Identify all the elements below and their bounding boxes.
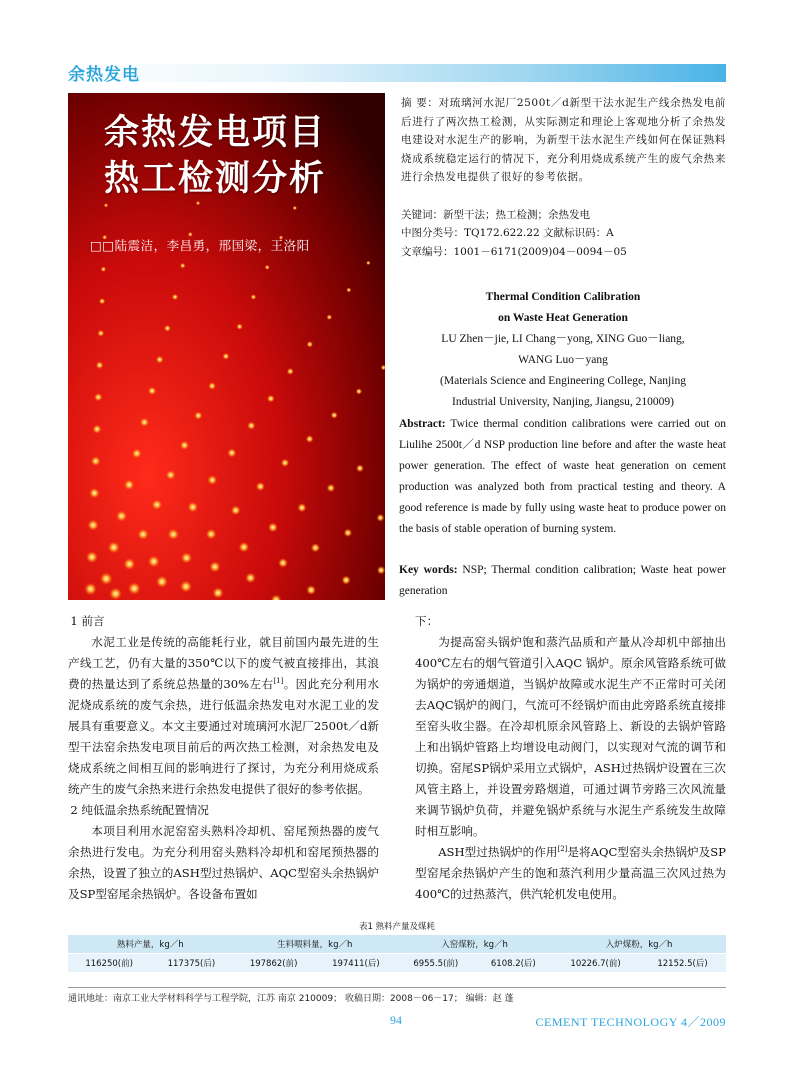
abstract-cn-text: 对琉璃河水泥厂2500t／d新型干法水泥生产线余热发电前后进行了两次热工检测，从实际测定和理论上客观地分析了余热发电建设对水泥生产的影响，为新型干法水泥生产线如何在保证熟料烧成系统稳定运行的情况下，充分利用烧成系统产生的废气余热来进行余热发电提供了很好的参考依据。 [401, 97, 726, 183]
article-number: 文章编号：1001－6171(2009)04－0094－05 [401, 246, 627, 258]
authors-en-line1: LU Zhen－jie, LI Chang－yong, XING Guo－liang, [441, 333, 685, 345]
light-dot [251, 294, 257, 300]
light-dot [327, 314, 333, 320]
section-tag: 余热发电 [68, 65, 140, 85]
light-dot [222, 353, 229, 360]
light-dot [236, 323, 242, 329]
footer-divider [68, 987, 726, 988]
light-dot [100, 572, 113, 585]
light-dot [356, 464, 364, 472]
light-dot [148, 555, 160, 567]
light-dot [327, 484, 335, 492]
title-en-line1: Thermal Condition Calibration [485, 291, 641, 303]
light-dot [97, 330, 104, 337]
table-header-cell: 入炉煤粉，kg／h [605, 939, 673, 950]
keywords-en [399, 560, 726, 602]
light-dot [140, 418, 149, 427]
hero-authors: □□陆震洁，李昌勇，邢国梁，王洛阳 [90, 238, 310, 253]
heading-intro: 1 前言 [70, 614, 105, 628]
table-cell: 117375(后) [150, 953, 232, 972]
light-dot [297, 503, 306, 512]
citation-ref-1: [1] [273, 677, 284, 686]
light-dot [138, 529, 149, 540]
light-dot [86, 551, 98, 563]
light-dot [377, 566, 385, 574]
light-dot [194, 411, 202, 419]
light-dot [278, 558, 288, 568]
light-dot [96, 361, 104, 369]
page-number: 94 [390, 1013, 402, 1027]
paragraph-continuation: 下： [415, 614, 439, 628]
light-dot [152, 499, 163, 510]
paragraph-intro-part2: 。因此充分利用水泥烧成系统的废气余热，进行低温余热发电对水泥工业的发展具有重要意义。本文主要通过对琉璃河水泥厂2500t／d新型干法窑余热发电项目前后的两次热工检测，对余热发电及烧成系统之间相互间的影响进行了探讨，为充分利用烧成系统产生的废气余热来进行余热发电提供了很好的参考依据。 [68, 677, 379, 796]
table-cell: 197862(前) [233, 953, 315, 972]
light-dot [91, 456, 101, 466]
title-en-line2: on Waste Heat Generation [498, 312, 628, 324]
affiliation-line2: Industrial University, Nanjing, Jiangsu, 210009) [452, 396, 674, 408]
body-left-column [68, 611, 379, 905]
heading-system: 2 纯低温余热系统配置情况 [70, 803, 209, 817]
table-cell: 116250(前) [68, 953, 150, 972]
table-header-row [68, 935, 726, 953]
authors-en-line2: WANG Luo－yang [518, 354, 608, 366]
data-table [68, 935, 726, 972]
light-dot [207, 475, 217, 485]
affiliation-line1: (Materials Science and Engineering College, Nanjing [440, 375, 686, 387]
table-cell: 12152.5(后) [639, 953, 726, 972]
light-dot [180, 581, 192, 593]
table-header-cell: 生料喂料量，kg／h [277, 939, 353, 950]
keywords-cn: 关键词：新型干法；热工检测；余热发电 [401, 209, 590, 221]
abstract-en [399, 414, 726, 540]
hero-title-line1: 余热发电项目 [104, 113, 327, 153]
light-dot [128, 582, 141, 595]
light-dot [156, 576, 168, 588]
light-dot [88, 520, 99, 531]
light-dot [116, 511, 127, 522]
light-dot [331, 412, 338, 419]
table-cell: 6108.2(后) [475, 953, 553, 972]
light-dot [346, 288, 351, 293]
light-dot [206, 529, 217, 540]
light-dot [208, 382, 216, 390]
light-dot [344, 529, 352, 537]
light-dot [306, 435, 314, 443]
light-dot [168, 529, 179, 540]
light-dot [306, 585, 316, 595]
light-dot [356, 388, 362, 394]
table-cell: 197411(后) [315, 953, 397, 972]
light-dot [108, 541, 120, 553]
light-dot [245, 573, 256, 584]
light-dot [256, 482, 265, 491]
keywords-en-label: Key words: [399, 564, 458, 576]
light-dot [124, 480, 135, 491]
paragraph-system: 本项目利用水泥窑窑头熟料冷却机、窑尾预热器的废气余热进行发电。为充分利用窑头熟料冷却机和窑尾预热器的余热，设置了独立的ASH型过热锅炉、AQC型窑头余热锅炉及SP型窑尾余热锅炉。各设备布置如 [68, 824, 379, 901]
light-dot [231, 505, 241, 515]
light-dot [180, 441, 189, 450]
light-dot [267, 395, 275, 403]
light-dot [181, 552, 192, 563]
light-dot [265, 265, 270, 270]
hero-title-line2: 热工检测分析 [104, 159, 327, 199]
clc-line: 中图分类号：TQ172.622.22 文献标识码：A [401, 227, 614, 239]
light-dot [212, 587, 223, 598]
light-dot [180, 263, 186, 269]
light-dot [99, 298, 105, 304]
light-dot [239, 542, 250, 553]
light-dot [94, 393, 102, 401]
paragraph-aqc: 为提高窑头锅炉饱和蒸汽品质和产量从冷却机中部抽出400℃左右的烟气管道引入AQC 锅炉。原余风管路系统可做为锅炉的旁通烟道，当锅炉故障或水泥生产不正常时可关闭去AQC锅炉的阀门，气流可不经锅炉而由此旁路系统直接排至窑头收尘器。在冷却机原余风管路上、新设的去锅炉管路上和出锅炉管路上均增设电动阀门，以实现对气流的调节和切换。窑尾SP锅炉采用立式锅炉，ASH过热锅炉设置在三次风管主路上，并设置旁路烟道，可通过调节旁路三次风流量来调节锅炉负荷，并避免锅炉系统与水泥生产系统发生故障时相互影响。 [415, 635, 726, 838]
light-dot [307, 341, 313, 347]
light-dot [123, 558, 135, 570]
abstract-cn [401, 94, 726, 187]
light-dot [172, 294, 178, 300]
light-dot [164, 325, 171, 332]
paragraph-ash [415, 842, 726, 905]
light-dot [101, 266, 107, 272]
abstract-en-text: Twice thermal condition calibrations were carried out on Liulihe 2500t／d NSP production line before and after the waste heat power generation. The effect of waste heat generation on cement production was analyzed both from practical testing and theory. A good reference is made by fully using waste heat to produce power on the basis of stable operation of burning system. [399, 418, 726, 535]
body-right-column [415, 611, 726, 905]
section-banner [68, 64, 726, 82]
paragraph-intro [68, 632, 379, 800]
light-dot [281, 459, 289, 467]
light-dot [366, 261, 370, 265]
light-dot [247, 422, 255, 430]
paragraph-intro-part1: 水泥工业是传统的高能耗行业，就目前国内最先进的生产线工艺，仍有大量的350℃以下的废气被直接排出，其浪费的热量达到了系统总热量的30%左右 [68, 635, 379, 691]
footer-note: 通讯地址：南京工业大学材料科学与工程学院，江苏 南京 210009； 收稿日期：2008－06－17； 编辑：赵 蓬 [68, 994, 514, 1004]
abstract-cn-label: 摘 要： [401, 97, 439, 109]
light-dot [311, 543, 320, 552]
light-dot [209, 561, 220, 572]
keywords-en-text: NSP; Thermal condition calibration; Waste heat power generation [399, 564, 726, 597]
table-cell: 10226.7(前) [552, 953, 639, 972]
journal-reference: CEMENT TECHNOLOGY 4／2009 [535, 1015, 726, 1029]
light-dot [342, 576, 351, 585]
table-header-cell: 熟料产量，kg／h [116, 939, 184, 950]
citation-ref-2: [2] [557, 845, 568, 854]
light-dot [89, 488, 100, 499]
light-dot [148, 387, 156, 395]
hero-title [104, 110, 364, 202]
paragraph-ash-part2: 是将AQC型窑头余热锅炉及SP型窑尾余热锅炉产生的饱和蒸汽利用少量高温三次风过热为400℃的过热蒸汽，供汽轮机发电使用。 [415, 845, 726, 901]
light-dot [188, 502, 199, 513]
abstract-en-label: Abstract: [399, 418, 446, 430]
table-caption: 表1 熟料产量及煤耗 [358, 922, 436, 932]
light-dot [377, 514, 385, 522]
light-dot [109, 587, 122, 600]
light-dot [132, 449, 142, 459]
light-dot [166, 470, 176, 480]
light-dot [156, 356, 164, 364]
light-dot [92, 425, 101, 434]
table-row [68, 953, 726, 972]
paragraph-ash-part1: ASH型过热锅炉的作用 [438, 845, 558, 859]
light-dot [287, 368, 294, 375]
table-cell: 6955.5(前) [397, 953, 475, 972]
light-dot [227, 448, 236, 457]
light-dot [104, 203, 108, 207]
light-dot [268, 523, 278, 533]
table-header-cell: 入窑煤粉，kg／h [441, 939, 508, 950]
light-dot [293, 206, 297, 210]
light-dot [84, 583, 97, 596]
